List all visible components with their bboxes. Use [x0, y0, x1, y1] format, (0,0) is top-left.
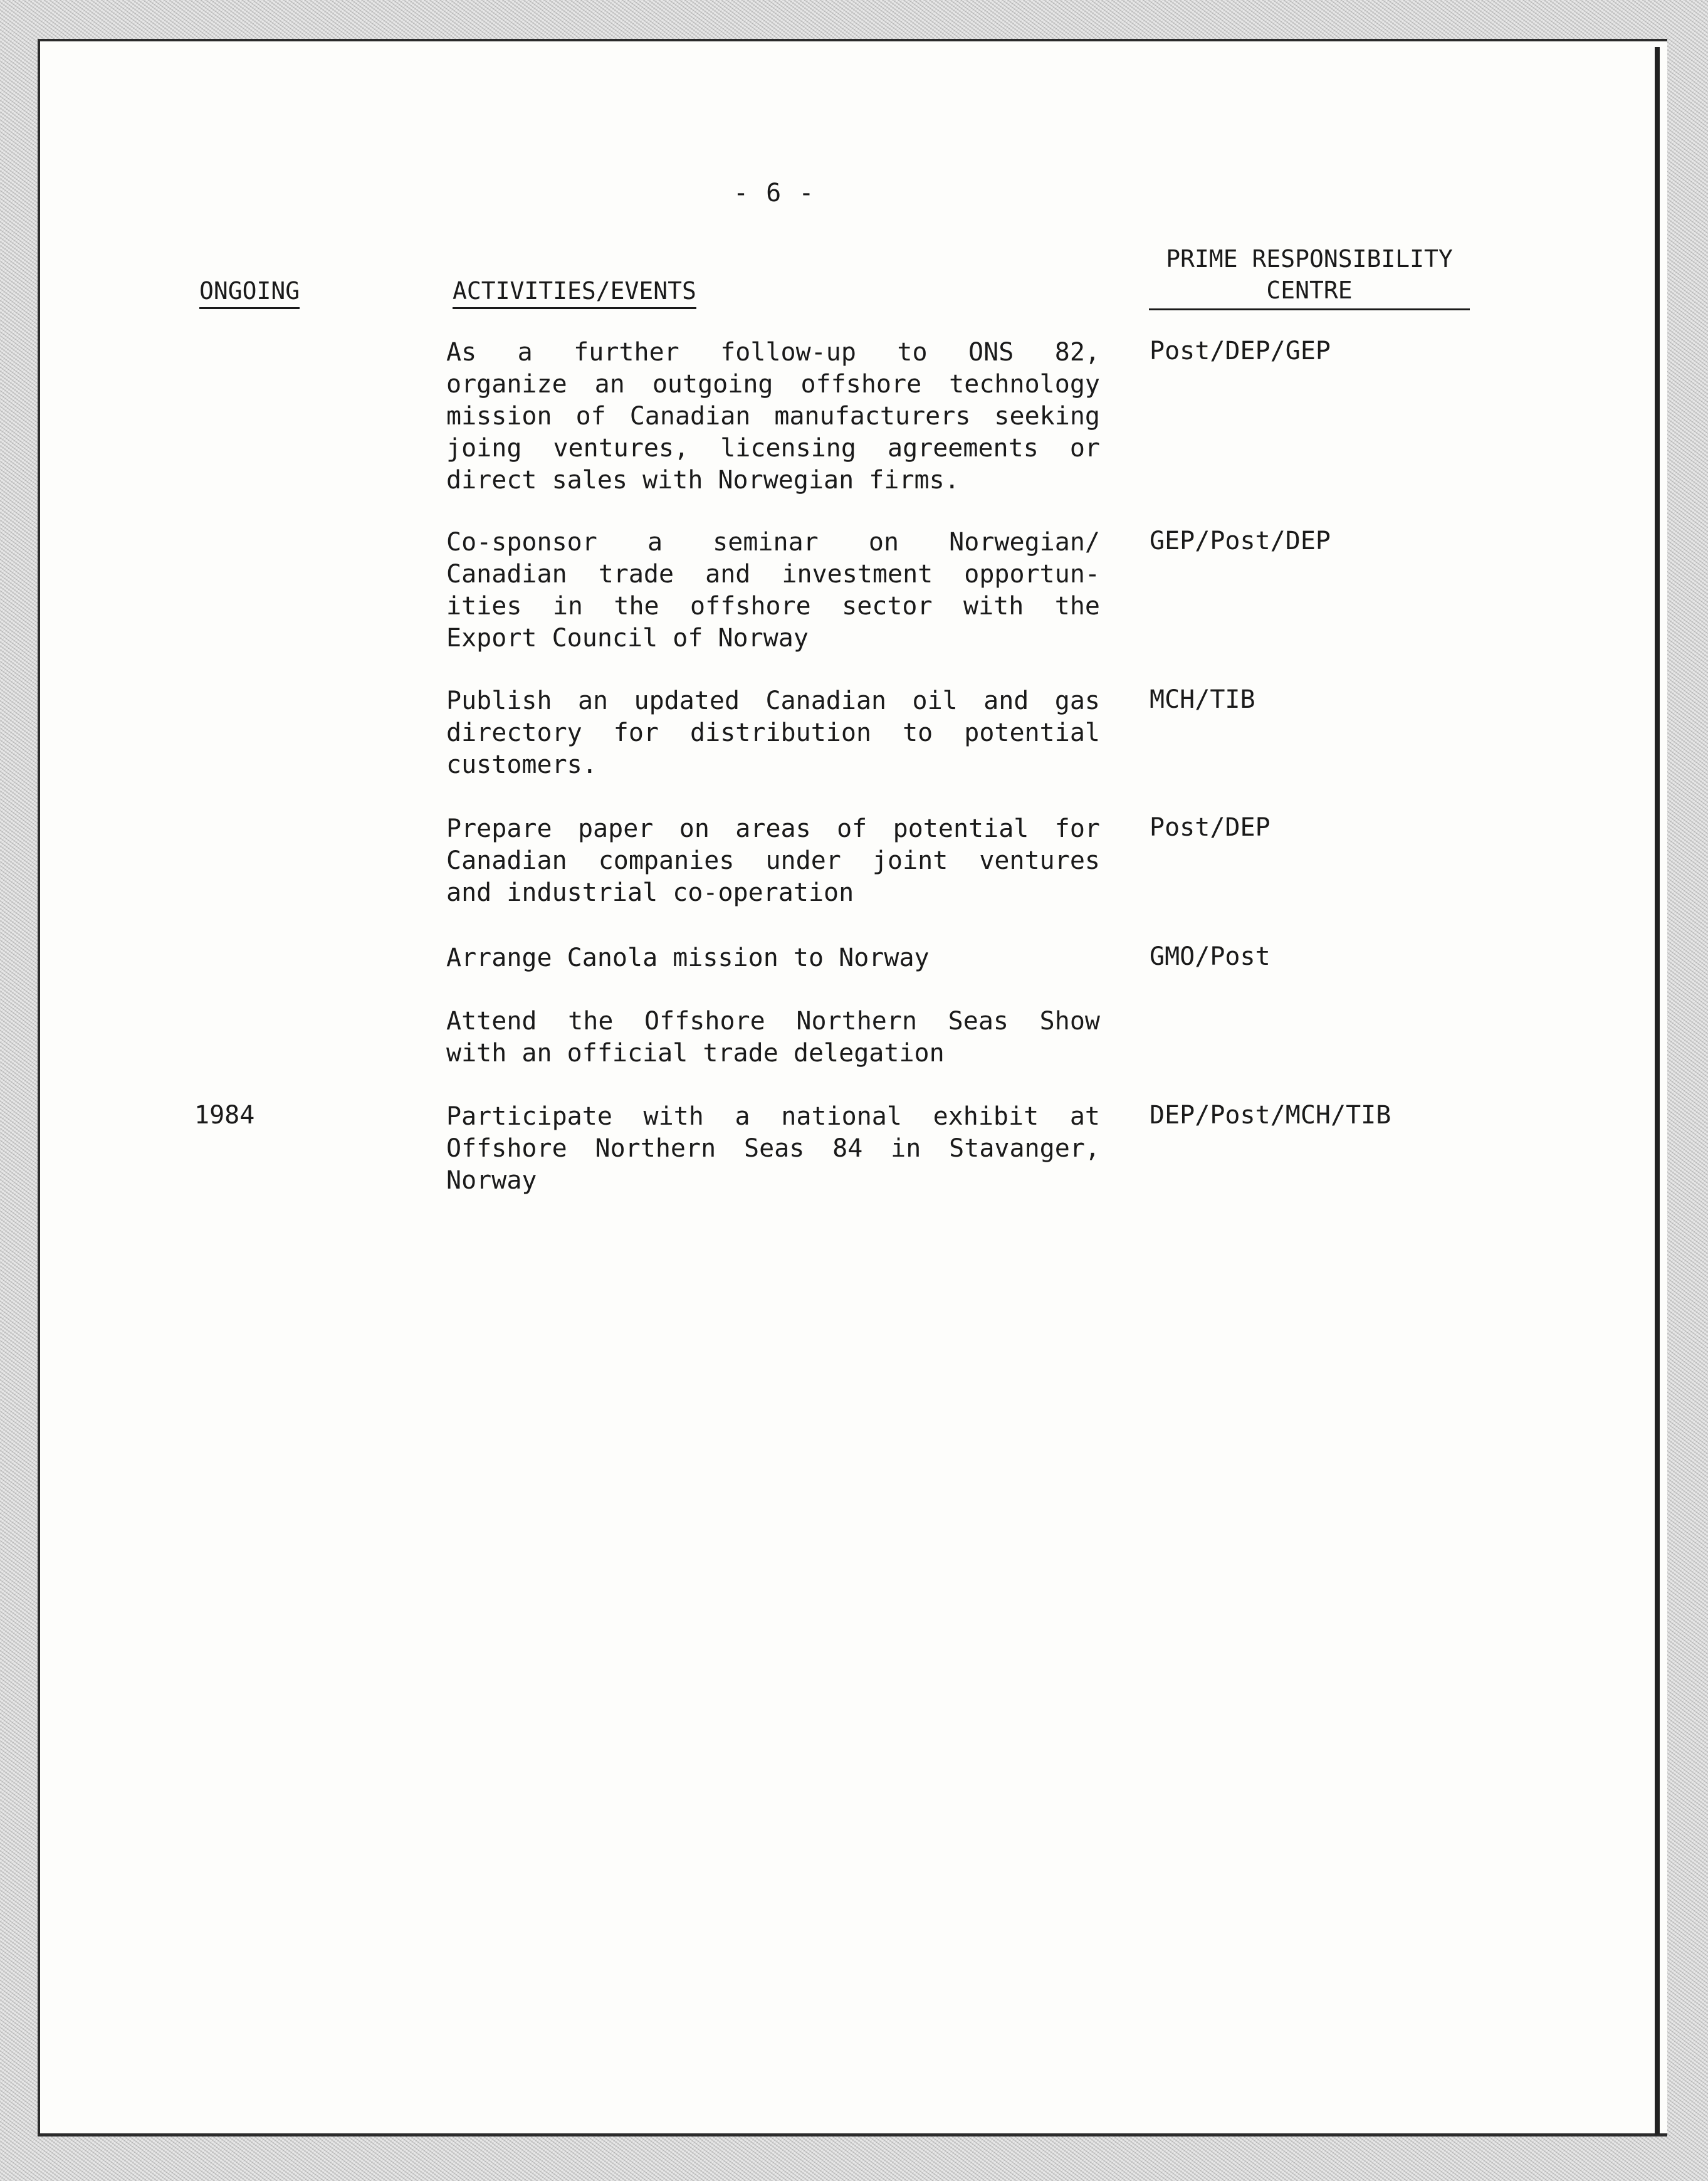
- column-header-prime-line1: PRIME RESPONSIBILITY: [1166, 245, 1453, 273]
- activity-line: Canadian trade and investment opportun-: [446, 560, 1100, 589]
- activity-line: and industrial co-operation: [446, 878, 854, 907]
- activity-line: Co-sponsor a seminar on Norwegian/: [446, 528, 1100, 557]
- activity-line: Prepare paper on areas of potential for: [446, 814, 1100, 843]
- activity-line: mission of Canadian manufacturers seeking: [446, 402, 1100, 431]
- activity-row-7: [446, 1101, 1100, 1197]
- activity-row-3: [446, 685, 1100, 781]
- activity-row-2: [446, 527, 1100, 654]
- activity-line: Participate with a national exhibit at: [446, 1102, 1100, 1131]
- activity-line: organize an outgoing offshore technology: [446, 370, 1100, 399]
- responsibility-centre-row-7: DEP/Post/MCH/TIB: [1150, 1101, 1391, 1130]
- activity-row-1: [446, 337, 1100, 497]
- activity-line: Canadian companies under joint ventures: [446, 846, 1100, 875]
- page-number: - 6 -: [733, 179, 815, 208]
- column-header-prime-responsibility: [1149, 243, 1470, 310]
- activity-line: Arrange Canola mission to Norway: [446, 943, 930, 972]
- activity-line: ities in the offshore sector with the: [446, 592, 1100, 621]
- responsibility-centre-row-4: Post/DEP: [1150, 813, 1271, 842]
- activity-line: Publish an updated Canadian oil and gas: [446, 686, 1100, 715]
- column-header-prime-line2: CENTRE: [1266, 276, 1353, 304]
- column-header-ongoing: ONGOING: [199, 277, 300, 309]
- responsibility-centre-row-5: GMO/Post: [1150, 942, 1271, 971]
- activity-row-6: [446, 1006, 1100, 1069]
- activity-line: Export Council of Norway: [446, 624, 809, 653]
- activity-line: with an official trade delegation: [446, 1039, 945, 1068]
- responsibility-centre-row-2: GEP/Post/DEP: [1150, 527, 1331, 555]
- activity-row-4: [446, 813, 1100, 909]
- activity-line: joing ventures, licensing agreements or: [446, 434, 1100, 463]
- activity-line: directory for distribution to potential: [446, 718, 1100, 747]
- activity-line: direct sales with Norwegian firms.: [446, 466, 960, 495]
- activity-line: Offshore Northern Seas 84 in Stavanger,: [446, 1134, 1100, 1163]
- activity-line: Norway: [446, 1166, 537, 1195]
- page-edge-rule: [1655, 47, 1660, 2135]
- responsibility-centre-row-3: MCH/TIB: [1150, 685, 1255, 714]
- column-header-activities: ACTIVITIES/EVENTS: [453, 277, 696, 309]
- activity-line: As a further follow-up to ONS 82,: [446, 338, 1100, 367]
- activity-line: customers.: [446, 750, 597, 779]
- responsibility-centre-row-1: Post/DEP/GEP: [1150, 337, 1331, 365]
- activity-row-5: [446, 942, 1100, 974]
- row-label-year: 1984: [194, 1101, 255, 1130]
- activity-line: Attend the Offshore Northern Seas Show: [446, 1007, 1100, 1036]
